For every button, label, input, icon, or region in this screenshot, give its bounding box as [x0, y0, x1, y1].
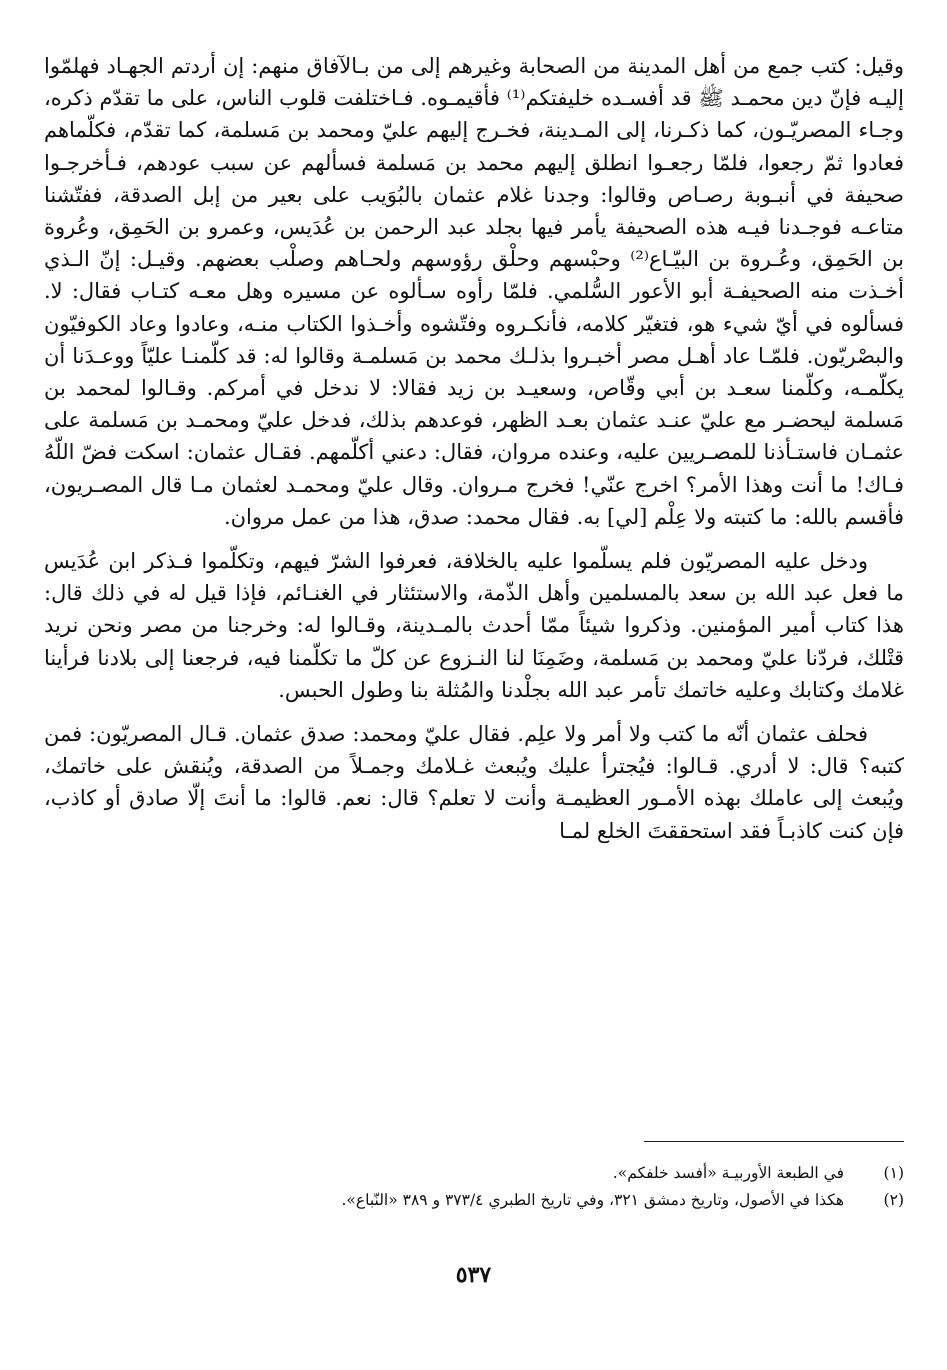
paragraph-2: ودخل عليه المصريّون فلم يسلّموا عليه بالخلافة، فعرفوا الشرّ فيهم، وتكلّموا فـذكر ابن عُدَيس ما فعل عبد الله بن سعد بالمسلمين وأهل الذّمة، والاستئثار في الغنـائم، فإذا قيل له في ذلك قال: هذا كتاب أمير المؤمنين. وذكروا شيئاً ممّا أحدث بالمـدينة، وقـالوا له: وخرجنا من مصر ونحن نريد قتْلك، فردّنا عليّ ومحمد بن مَسلمة، وضَمِنَا لنا النـزوع عن كلّ ما تكلّمنا فيه، فرجعنا إلى بلادنا فرأينا غلامك وكتابك وعليه خاتمك تأمر عبد الله بجلْدنا والمُثلة بنا وطول الحبس. — [44, 549, 904, 702]
paragraph-1: وقيل: كتب جمع من أهل المدينة من الصحابة وغيرهم إلى من بـالآفاق منهم: إن أردتم الجهـاد فهلمّوا إليـه فإنّ دين محمـد ﷺ قد أفسـده خليفتكم⁽¹⁾ فأقيمـوه. فـاختلفت قلوب الناس، على ما تقدّم ذكره، وجـاء المصريّـون، كما ذكـرنا، إلى المـدينة، فخـرج إليهم عليّ ومحمد بن مَسلمة، كما تقدّم، فكلّماهم فعادوا ثمّ رجعوا، فلمّا رجعـوا انطلق إليهم محمد بن مَسلمة فسألهم عن سبب عودهم، فـأخرجـوا صحيفة في أنبـوبة رصـاص وقالوا: وجدنا غلام عثمان بالبُوَيب على بعير من إبل الصدقة، ففتّشنا متاعـه فوجـدنا فيـه هذه الصحيفة يأمر فيها بجلد عبد الرحمن بن عُدَيس، وعمرو بن الحَمِق، وعُروة بن الحَمِق، وعُـروة بن البيّـاع⁽²⁾ وحبْسهم وحلْق رؤوسهم ولحـاهم وصلْب بعضهم. وقيـل: إنّ الـذي أخـذت منه الصحيفـة أبو الأعور السُّلمي. فلمّا رأوه سـألوه عن مسيره وهل معـه كتـاب فقال: لا. فسألوه في أيّ شيء هو، فتغيّر كلامه، فأنكـروه وفتّشوه وأخـذوا الكتاب منـه، وعادوا وعاد الكوفيّون والبصْريّون. فلمّـا عاد أهـل مصر أخبـروا بذلـك محمد بن مَسلمـة وقالوا له: قد كلّمنـا عليّاً ووعـدَنا أن يكلّمـه، وكلّمنا سعـد بن أبي وقّاص، وسعيـد بن زيد فقالا: لا ندخل في أمركم. وقـالوا لمحمد بن مَسلمة ليحضـر مع عليّ عنـد عثمان بعـد الظهر، فوعدهم بذلك، فدخل عليّ ومحمـد بن مَسلمة على عثمـان فاستـأذنا للمصـريين عليه، وعنده مروان، فقال: دعني أكلّمهم. فقـال عثمان: اسكت فضّ اللّهُ فـاك! ما أنت وهذا الأمر؟ اخرج عنّي! فخرج مـروان. وقال عليّ ومحمـد لعثمان مـا قال المصـريون، فأقسم بالله: ما كتبته ولا عِلْم [لي] به. فقال محمد: صدق، هذا من عمل مروان. — [44, 54, 905, 529]
footnote-number: (٢) — [883, 1191, 904, 1209]
footnote-text: هكذا في الأصول، وتاريخ دمشق ٣٢١، وفي تاريخ الطبري ٣٧٣/٤ و ٣٨٩ «النّباع». — [341, 1191, 844, 1209]
footnote-divider — [644, 1141, 904, 1142]
footnote-number: (١) — [883, 1164, 904, 1182]
footnote-2 — [44, 1187, 904, 1214]
main-text — [44, 50, 904, 847]
footnote-text: في الطبعة الأوربيـة «أفسد خلفكم». — [612, 1164, 844, 1182]
footnote-1 — [44, 1160, 904, 1187]
paragraph-3: فحلف عثمان أنّه ما كتب ولا أمر ولا علِم. فقال عليّ ومحمد: صدق عثمان. قـال المصريّون: فمن كتبه؟ قال: لا أدري. قـالوا: فيُجترأ عليك ويُبعث غـلامك وجمـلاً من الصدقة، ويُنقش على خاتمك، ويُبعث إلى عاملك بهذه الأمـور العظيمـة وأنت لا تعلم؟ قال: نعم. قالوا: ما أنتَ إلّا صادق أو كاذب، فإن كنت كاذبـاً فقد استحققتَ الخلع لمـا — [44, 722, 904, 843]
page-number: ٥٣٧ — [455, 1262, 492, 1288]
footnotes — [44, 1160, 904, 1214]
